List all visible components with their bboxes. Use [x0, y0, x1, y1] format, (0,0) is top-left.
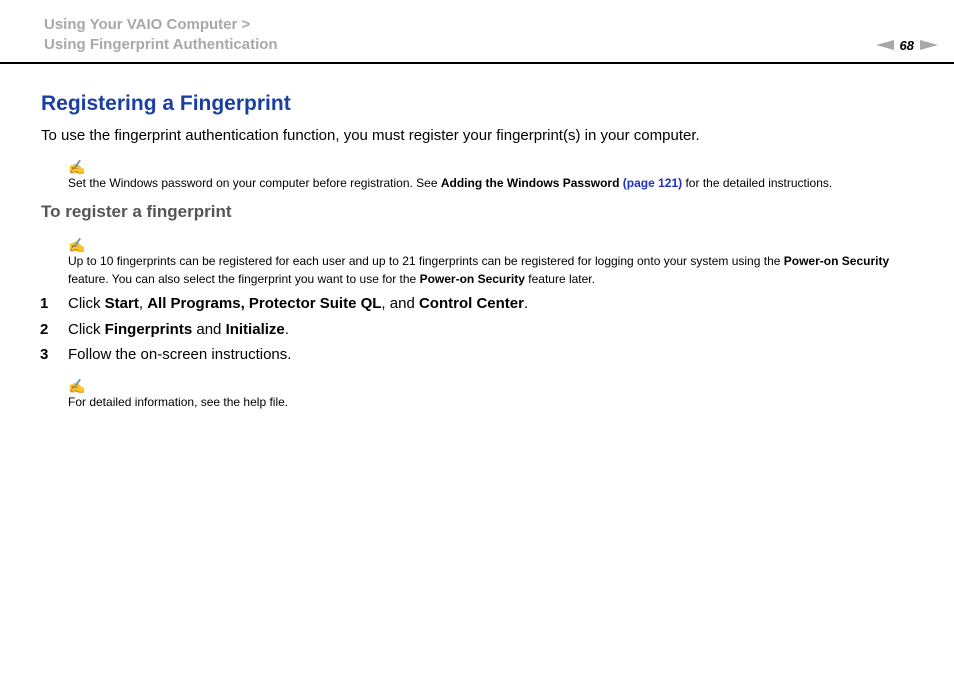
- note-pencil-icon: ✍: [68, 159, 86, 175]
- note-pencil-icon: ✍: [68, 237, 86, 253]
- next-page-icon[interactable]: [920, 40, 938, 50]
- breadcrumb: [44, 15, 278, 55]
- note-help: For detailed information, see the help file.: [68, 395, 289, 409]
- page-title: Registering a Fingerprint: [41, 92, 291, 115]
- note-pencil-icon: ✍: [68, 378, 86, 394]
- page-number: 68: [899, 37, 914, 53]
- step-3: 3 Follow the on-screen instructions.: [40, 346, 292, 363]
- subheading: To register a fingerprint: [41, 202, 232, 221]
- page-link[interactable]: (page 121): [622, 176, 683, 190]
- previous-page-icon[interactable]: [876, 40, 894, 50]
- step-2: 2 Click Fingerprints and Initialize.: [40, 321, 289, 338]
- note-fingerprint-limits: Up to 10 fingerprints can be registered for each user and up to 21 fingerprints can be registered for logging onto your system using the Power-on Security feature. You can also select the fingerprint you want to use for the Power-on Security feature later.: [68, 254, 890, 286]
- breadcrumb-current: Using Fingerprint Authentication: [44, 36, 278, 53]
- step-1: 1 Click Start, All Programs, Protector Suite QL, and Control Center.: [40, 295, 529, 312]
- breadcrumb-parent[interactable]: Using Your VAIO Computer >: [44, 16, 251, 33]
- note-password: Set the Windows password on your computer before registration. See Adding the Windows Password (page 121) for the detailed instructions.: [68, 176, 833, 190]
- header-divider: [0, 62, 954, 64]
- intro-paragraph: To use the fingerprint authentication function, you must register your fingerprint(s) in your computer.: [41, 127, 700, 144]
- page-navigation: [876, 36, 938, 54]
